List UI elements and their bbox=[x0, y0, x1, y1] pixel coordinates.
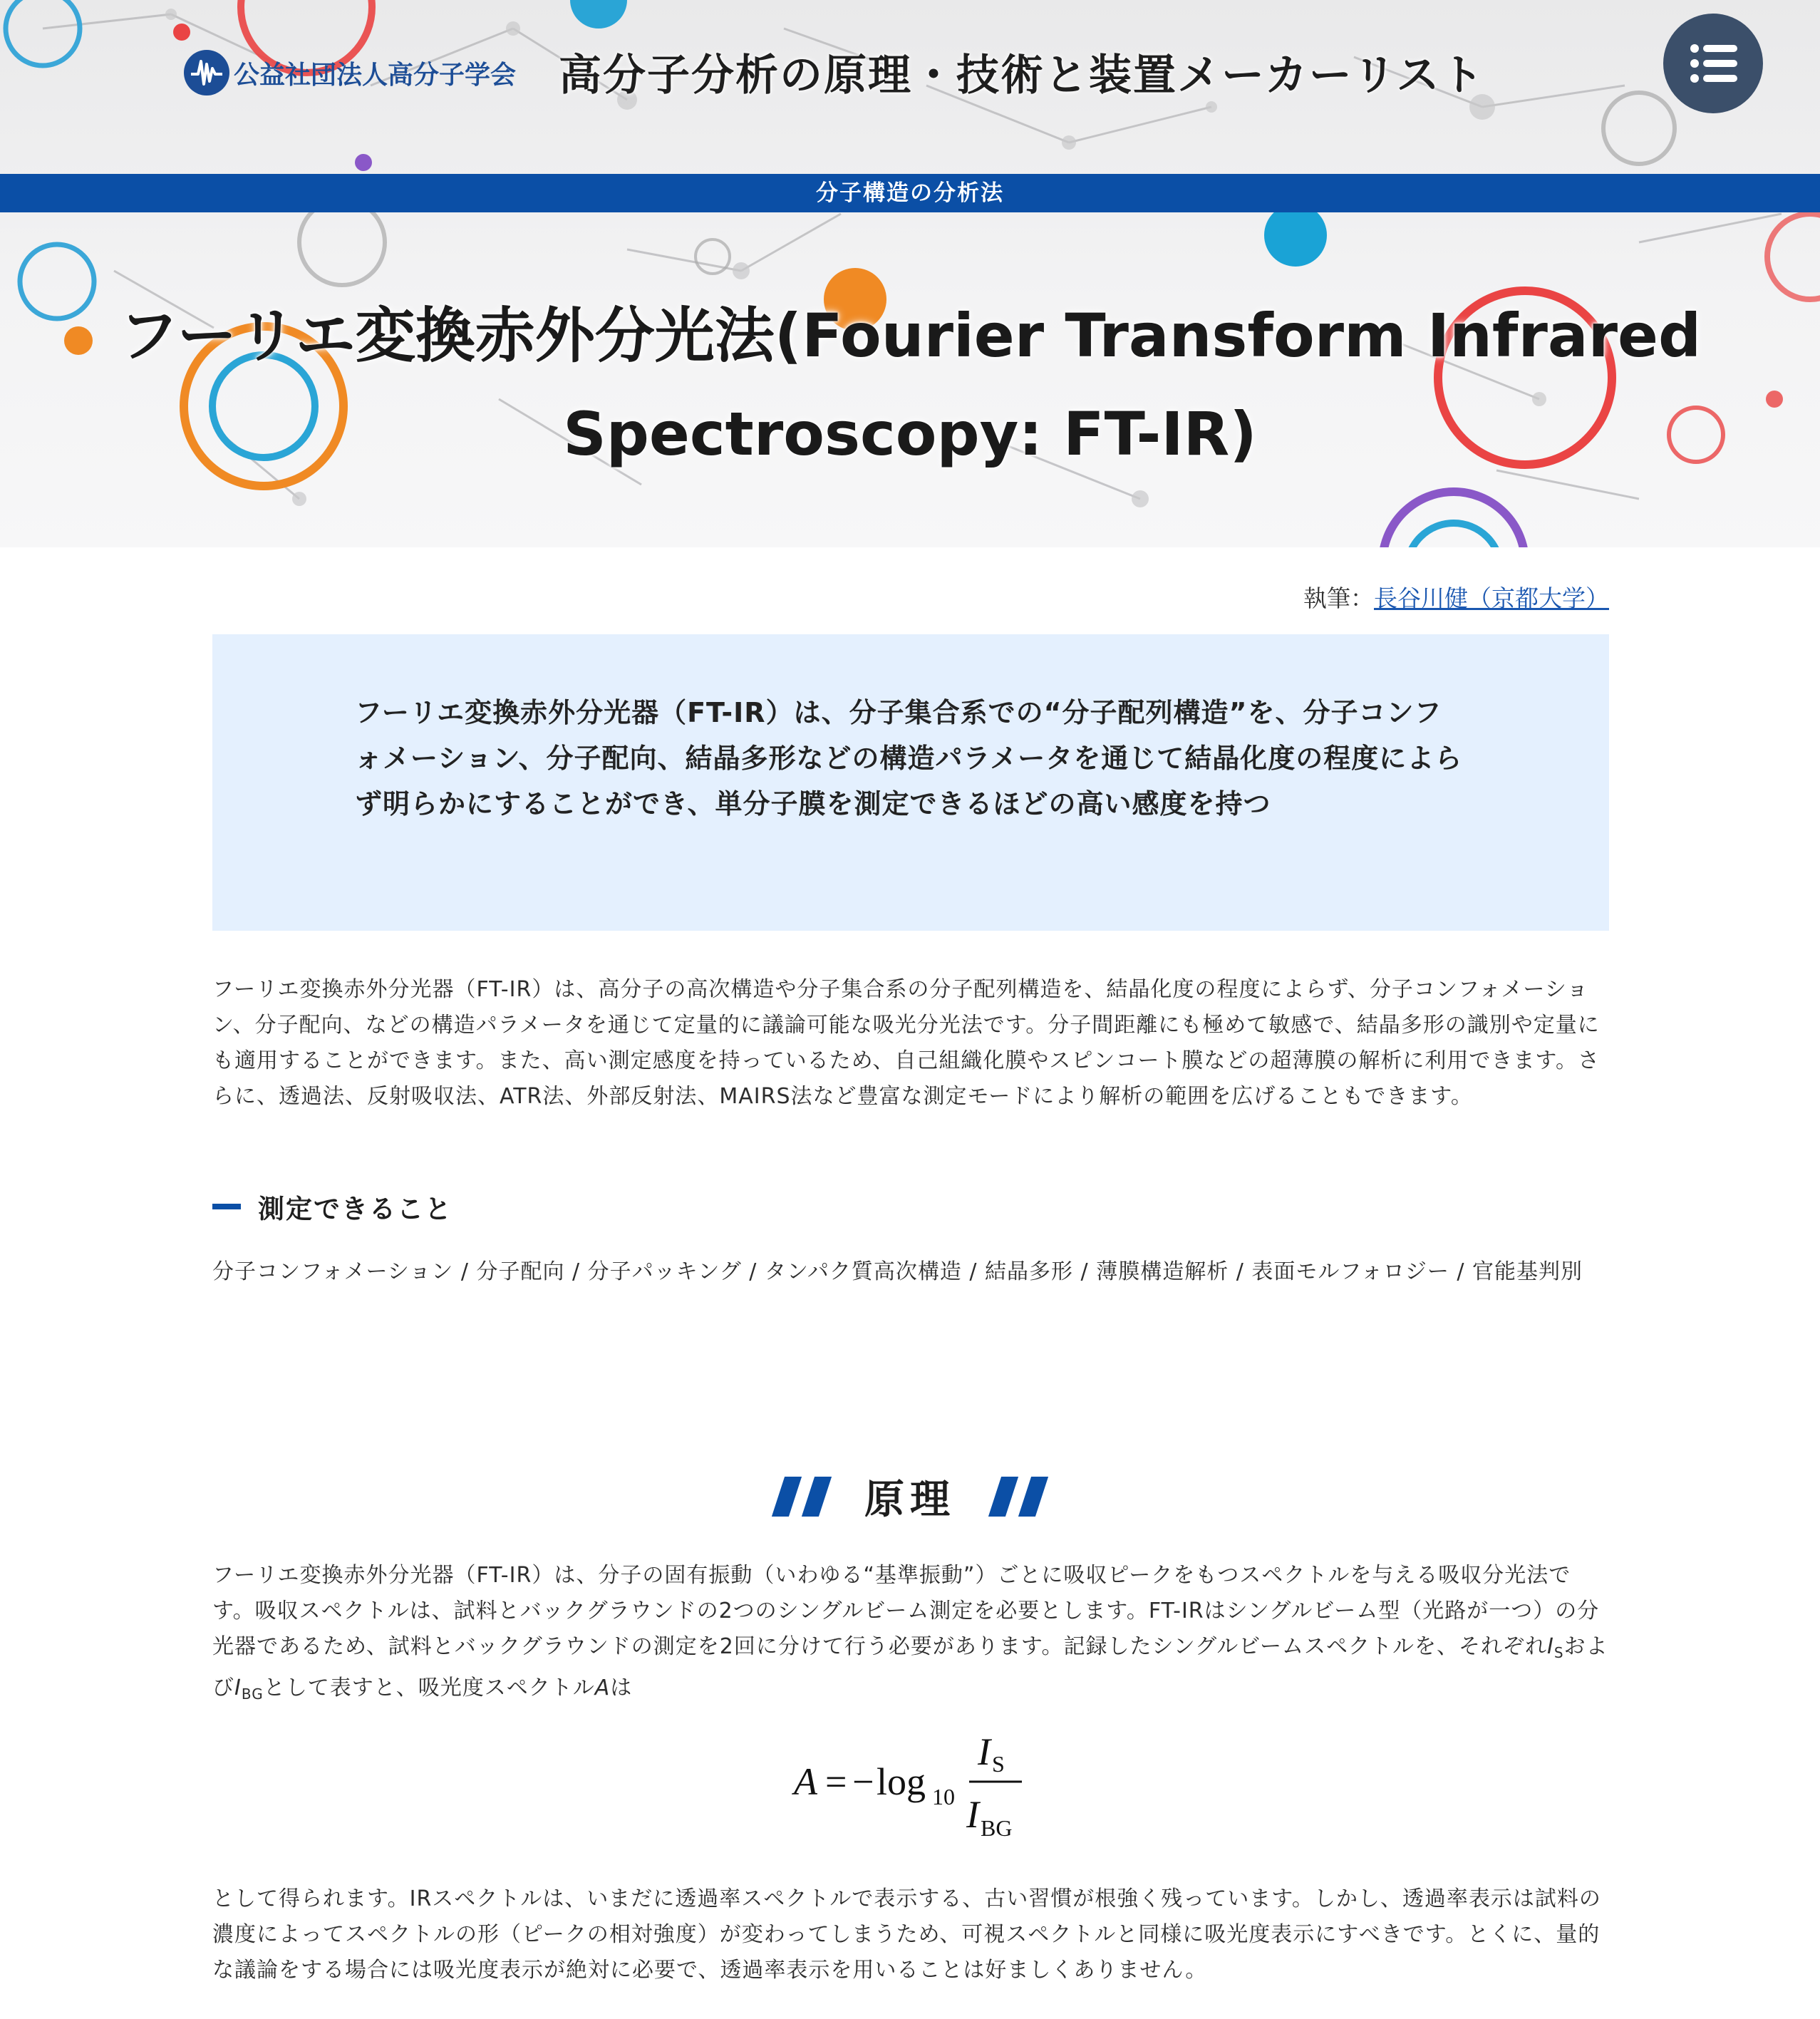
slash-right-icon bbox=[988, 1477, 1048, 1517]
principle-paragraph-after: として得られます。IRスペクトルは、いまだに透過率スペクトルで表示する、古い習慣が根強く残っています。しかし、透過率表示は試料の濃度によってスペクトルの形（ピークの相対強度）が変わってしまうため、可視スペクトルと同様に吸光度表示にすべきです。とくに、量的な議論をする場合には吸光度表示が絶対に必要で、透過率表示を用いることは好ましくありません。 bbox=[212, 1886, 1601, 1983]
formula-eq: = bbox=[825, 1760, 847, 1803]
org-name: 公益社団法人高分子学会 bbox=[234, 60, 517, 90]
page-title: フーリエ変換赤外分光法(Fourier Transform Infrared Spectroscopy: FT-IR) bbox=[118, 301, 1702, 469]
slash-left-icon bbox=[772, 1477, 832, 1517]
principle-text-and: および bbox=[212, 1634, 1608, 1700]
principle-heading bbox=[0, 1468, 1820, 1525]
symbol-a: A bbox=[594, 1675, 611, 1700]
menu-button[interactable] bbox=[1663, 14, 1763, 113]
formula-denominator-sub: BG bbox=[981, 1815, 1013, 1841]
measurable-list: 分子コンフォメーション / 分子配向 / 分子パッキング / タンパク質高次構造 / 結晶多形 / 薄膜構造解析 / 表面モルフォロジー / 官能基判別 bbox=[212, 1259, 1583, 1284]
measurable-heading-label: 測定できること bbox=[258, 1194, 453, 1224]
symbol-i-s: I bbox=[1547, 1634, 1554, 1659]
intro-paragraph: フーリエ変換赤外分光器（FT-IR）は、高分子の高次構造や分子集合系の分子配列構造を、結晶化度の程度によらず、分子コンフォメーション、分子配向、などの構造パラメータを通じて定量的に議論可能な吸光分光法です。分子間距離にも極めて敏感で、結晶多形の識別や定量にも適用することができます。また、高い測定感度を持っているため、自己組織化膜やスピンコート膜などの超薄膜の解析に利用できます。さらに、透過法、反射吸収法、ATR法、外部反射法、MAIRS法など豊富な測定モードにより解析の範囲を広げることもできます。 bbox=[212, 977, 1600, 1109]
menu-icon bbox=[1663, 14, 1763, 113]
principle-text-as: として表すと、吸光度スペクトル bbox=[263, 1675, 595, 1700]
formula-base: 10 bbox=[932, 1784, 955, 1809]
heading-bar-icon bbox=[212, 1204, 241, 1209]
subscript-bg: BG bbox=[241, 1685, 264, 1703]
author-prefix: 執筆： bbox=[1303, 584, 1374, 612]
principle-heading-label: 原理 bbox=[864, 1477, 956, 1523]
summary-text: フーリエ変換赤外分光器（FT-IR）は、分子集合系での“分子配列構造”を、分子コンフォメーション、分子配向、結晶多形などの構造パラメータを通じて結晶化度の程度によらず明らかにすることができ、単分子膜を測定できるほどの高い感度を持つ bbox=[355, 697, 1463, 820]
measurable-heading bbox=[212, 1187, 453, 1226]
category-bar[interactable]: 分子構造の分析法 bbox=[0, 174, 1820, 212]
subscript-s: S bbox=[1553, 1644, 1564, 1661]
symbol-i-bg: I bbox=[234, 1675, 242, 1700]
absorbance-formula bbox=[784, 1723, 1069, 1852]
formula-numerator-sub: S bbox=[992, 1751, 1005, 1777]
principle-paragraph bbox=[212, 1558, 1609, 1712]
formula-log: log bbox=[877, 1760, 926, 1803]
formula-minus: − bbox=[852, 1760, 874, 1803]
principle-text-main: フーリエ変換赤外分光器（FT-IR）は、分子の固有振動（いわゆる“基準振動”）ごとに吸収ピークをもつスペクトルを与える吸収分光法です。吸収スペクトルは、試料とバックグラウンドの2つのシングルビーム測定を必要とします。FT-IRはシングルビーム型（光路が一つ）の分光器であるため、試料とバックグラウンドの測定を2回に分けて行う必要があります。記録したシングルビームスペクトルを、それぞれ bbox=[212, 1563, 1600, 1659]
org-logo-mark-icon bbox=[184, 50, 229, 95]
site-title[interactable]: 高分子分析の原理・技術と装置メーカーリスト bbox=[559, 51, 1485, 100]
formula-denominator: I bbox=[966, 1793, 979, 1836]
principle-text-ha: は bbox=[610, 1675, 633, 1700]
author-line bbox=[998, 580, 1609, 614]
summary-box bbox=[212, 634, 1609, 931]
author-link[interactable]: 長谷川健（京都大学） bbox=[1374, 584, 1609, 612]
hero-banner bbox=[0, 0, 1820, 547]
org-logo[interactable] bbox=[184, 48, 516, 97]
formula-numerator: I bbox=[978, 1730, 991, 1773]
formula-lhs: A bbox=[794, 1760, 817, 1803]
